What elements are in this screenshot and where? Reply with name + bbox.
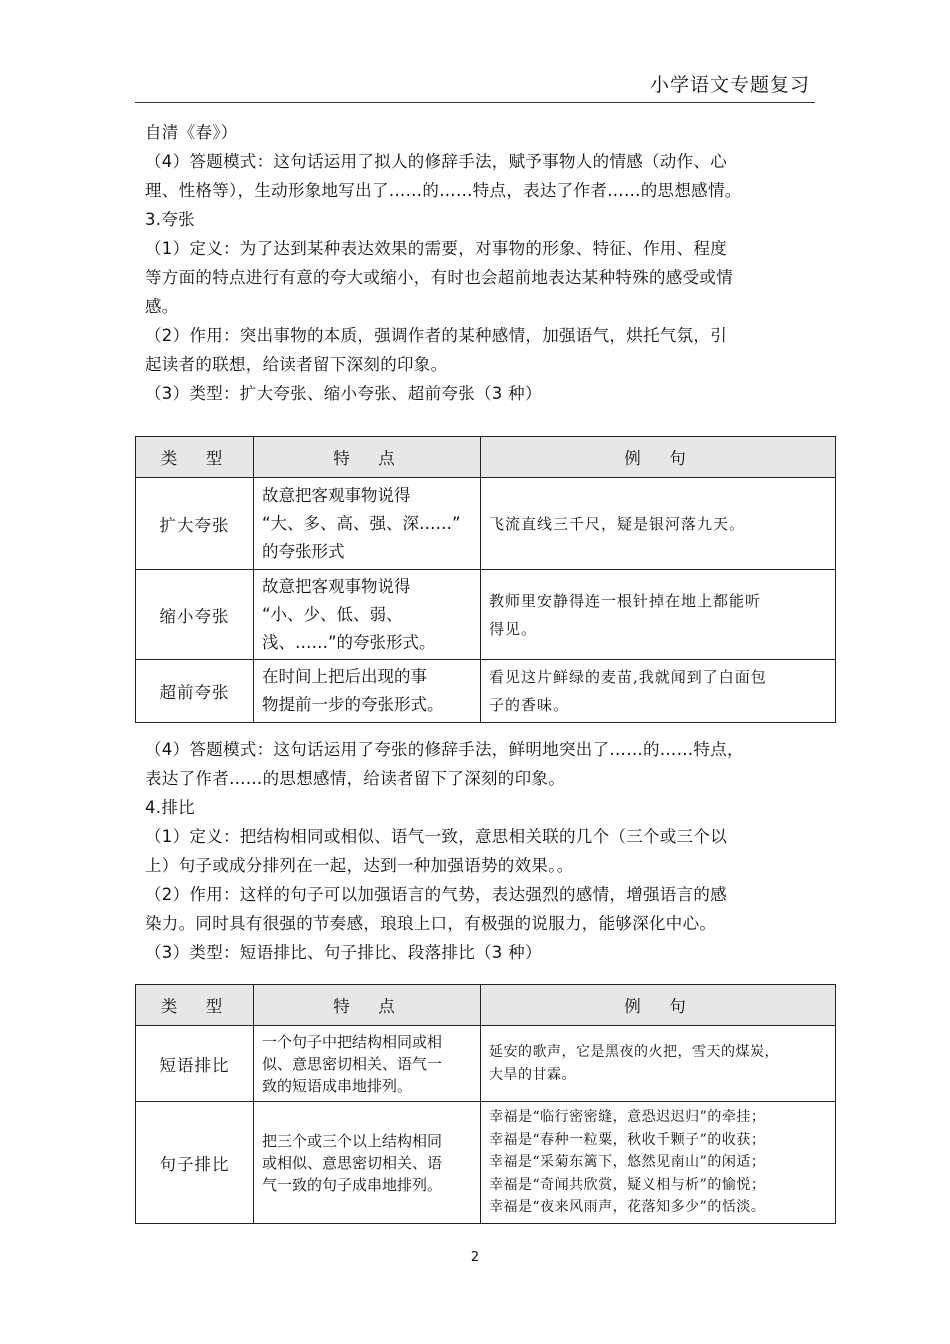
cell-line: 得见。 — [489, 619, 538, 638]
text-line: 理、性格等），生动形象地写出了……的……特点，表达了作者……的思想感情。 — [145, 181, 742, 200]
row-feature — [254, 1026, 481, 1102]
cell-line: 飞流直线三千尺，疑是银河落九天。 — [489, 514, 746, 533]
header-rule — [135, 102, 815, 103]
text-line: 表达了作者……的思想感情，给读者留下了深刻的印象。 — [145, 769, 565, 788]
page-number: 2 — [470, 1250, 480, 1265]
cell-line: 故意把客观事物说得 — [262, 485, 411, 505]
cell-line: 幸福是“夜来风雨声，花落知多少”的恬淡。 — [489, 1199, 766, 1216]
cell-line: 在时间上把后出现的事 — [262, 667, 427, 686]
cell-line: 子的香味。 — [489, 696, 570, 714]
text-line: （4）答题模式：这句话运用了拟人的修辞手法，赋予事物人的情感（动作、心 — [145, 152, 727, 171]
row-feature — [254, 570, 481, 660]
cell-line: 教师里安静得连一根针掉在地上都能听 — [489, 591, 762, 610]
header-example: 例 句 — [481, 437, 836, 478]
cell-line: 浅、……”的夸张形式。 — [262, 632, 436, 652]
table-row — [136, 1026, 836, 1102]
table-parallelism — [135, 984, 836, 1224]
cell-line: 幸福是“采菊东篱下，悠然见南山”的闲适； — [489, 1154, 766, 1171]
cell-line: 的夸张形式 — [262, 541, 345, 561]
row-feature — [254, 660, 481, 723]
cell-line: 幸福是“春种一粒粟，秋收千颗子”的收获； — [489, 1131, 766, 1148]
text-line: （2）作用：这样的句子可以加强语言的气势，表达强烈的感情，增强语言的感 — [145, 885, 727, 904]
cell-line: 气一致的句子成串地排列。 — [262, 1175, 443, 1194]
text-line: （3）类型：短语排比、句子排比、段落排比（3 种） — [145, 943, 542, 962]
text-line: 等方面的特点进行有意的夸大或缩小，有时也会超前地表达某种特殊的感受或情 — [145, 268, 733, 287]
table-row — [136, 660, 836, 723]
row-example — [481, 478, 836, 570]
table-hyperbole — [135, 436, 836, 723]
row-example — [481, 570, 836, 660]
text-line: 染力。同时具有很强的节奏感，琅琅上口，有极强的说服力，能够深化中心。 — [145, 914, 717, 933]
cell-line: 看见这片鲜绿的麦苗,我就闻到了白面包 — [489, 668, 767, 686]
cell-line: 似、意思密切相关、语气一 — [262, 1054, 443, 1073]
text-line: （1）定义：把结构相同或相似、语气一致，意思相关联的几个（三个或三个以 — [145, 827, 727, 846]
cell-line: “大、多、高、强、深……” — [262, 513, 461, 533]
cell-line: “小、少、低、弱、 — [262, 604, 403, 624]
text-line: 起读者的联想，给读者留下深刻的印象。 — [145, 355, 448, 374]
row-example — [481, 660, 836, 723]
cell-line: 大旱的甘霖。 — [489, 1066, 576, 1083]
header-feature: 特 点 — [254, 437, 481, 478]
row-feature — [254, 1102, 481, 1224]
text-line: 3.夸张 — [145, 210, 195, 229]
cell-line: 一个句子中把结构相同或相 — [262, 1032, 443, 1051]
cell-line: 把三个或三个以上结构相同 — [262, 1131, 443, 1150]
row-type: 超前夸张 — [136, 660, 254, 723]
paragraphs-middle — [145, 735, 817, 967]
row-type: 短语排比 — [136, 1026, 254, 1102]
text-line: （1）定义：为了达到某种表达效果的需要，对事物的形象、特征、作用、程度 — [145, 239, 727, 258]
paragraphs-top — [145, 118, 817, 408]
text-line: 自清《春》） — [145, 123, 238, 142]
text-line: 4.排比 — [145, 798, 195, 817]
table-header-row — [136, 985, 836, 1026]
text-line: 上）句子或成分排列在一起，达到一种加强语势的效果。。 — [145, 856, 574, 875]
header-feature: 特 点 — [254, 985, 481, 1026]
text-line: （2）作用：突出事物的本质，强调作者的某种感情，加强语气，烘托气氛，引 — [145, 326, 727, 345]
header-type: 类 型 — [136, 985, 254, 1026]
table-row — [136, 1102, 836, 1224]
table-row — [136, 570, 836, 660]
row-example — [481, 1026, 836, 1102]
header-example: 例 句 — [481, 985, 836, 1026]
row-type: 扩大夸张 — [136, 478, 254, 570]
cell-line: 幸福是“临行密密缝，意恐迟迟归”的牵挂； — [489, 1109, 766, 1126]
cell-line: 故意把客观事物说得 — [262, 576, 411, 596]
row-type: 句子排比 — [136, 1102, 254, 1224]
header-type: 类 型 — [136, 437, 254, 478]
text-line: （3）类型：扩大夸张、缩小夸张、超前夸张（3 种） — [145, 384, 542, 403]
cell-line: 延安的歌声，它是黑夜的火把，雪天的煤炭， — [489, 1044, 779, 1060]
row-example — [481, 1102, 836, 1224]
cell-line: 幸福是“奇闻共欣赏，疑义相与析”的愉悦； — [489, 1176, 766, 1193]
header-title: 小学语文专题复习 — [650, 74, 811, 96]
cell-line: 或相似、意思密切相关、语 — [262, 1153, 443, 1172]
cell-line: 物提前一步的夸张形式。 — [262, 695, 444, 714]
cell-line: 致的短语成串地排列。 — [262, 1076, 413, 1095]
text-line: （4）答题模式：这句话运用了夸张的修辞手法，鲜明地突出了……的……特点， — [145, 740, 744, 759]
table-header-row — [136, 437, 836, 478]
text-line: 感。 — [145, 297, 179, 316]
row-feature — [254, 478, 481, 570]
row-type: 缩小夸张 — [136, 570, 254, 660]
table-row — [136, 478, 836, 570]
